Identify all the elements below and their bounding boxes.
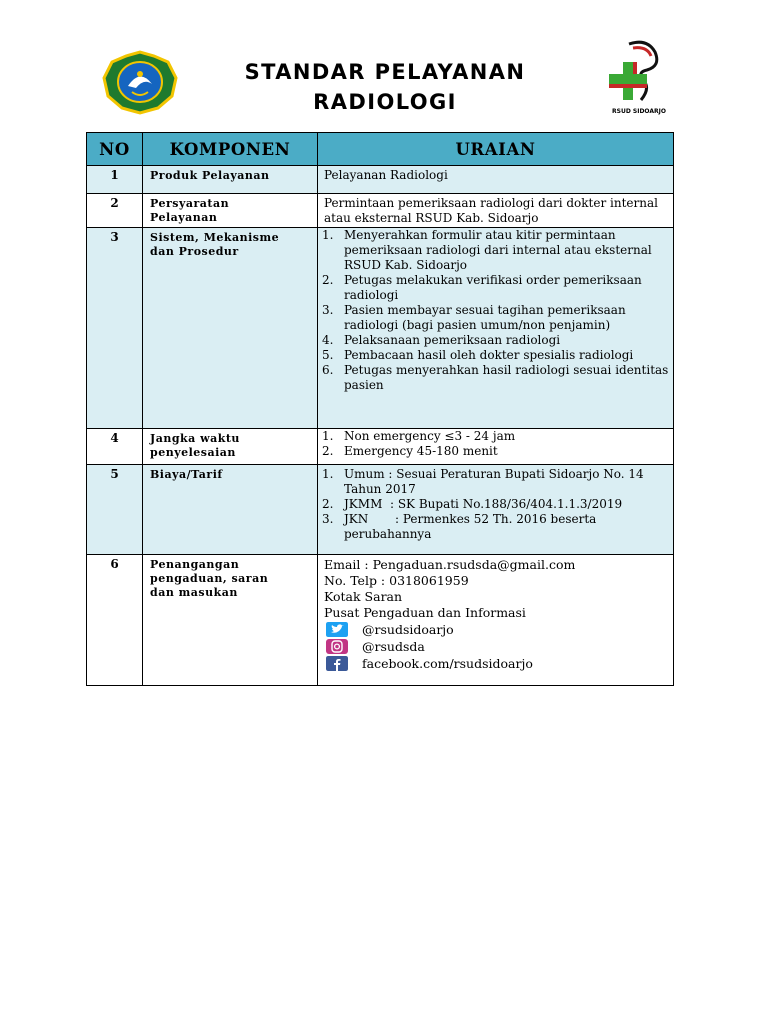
service-standard-table [86,132,674,686]
duration-list [318,429,673,459]
uraian-cell: Permintaan pemeriksaan radiologi dari dokter internal atau eksternal RSUD Kab. Sidoarjo [324,196,658,225]
phone-text: No. Telp : 0318061959 [324,573,469,588]
uraian-cell: Pelayanan Radiologi [324,168,448,182]
instagram-link[interactable] [324,638,669,655]
twitter-handle: @rsudsidoarjo [362,621,454,637]
row-number: 5 [110,467,119,481]
komponen-cell: Penangangan pengaduan, saran dan masukan [150,558,269,599]
list-item: 5. Pembacaan hasil oleh dokter spesialis radiologi [322,348,634,362]
komponen-cell: Biaya/Tarif [150,468,223,481]
table-row [87,465,674,555]
list-item: 1. Umum : Sesuai Peraturan Bupati Sidoarjo No. 14 Tahun 2017 [322,467,644,496]
row-number: 1 [110,168,119,182]
header-no: NO [87,133,143,166]
rsud-cross-snake-icon [603,40,675,106]
facebook-link[interactable] [324,655,669,672]
row-number: 6 [110,557,119,571]
komponen-cell: Jangka waktu penyelesaian [150,432,240,459]
info-center-text: Pusat Pengaduan dan Informasi [324,605,526,620]
row-number: 3 [110,230,119,244]
table-header-row [87,133,674,166]
row-number: 4 [110,431,119,445]
procedure-list [318,228,673,393]
header-komponen: KOMPONEN [143,133,318,166]
logo-caption: RSUD SIDOARJO [612,108,666,115]
rsud-sidoarjo-logo [603,40,675,118]
row-number: 2 [110,196,119,210]
suggestion-box-text: Kotak Saran [324,589,403,604]
komponen-cell: Persyaratan Pelayanan [150,197,230,224]
list-item: 1. Menyerahkan formulir atau kitir permintaan pemeriksaan radiologi dari internal atau eksternal RSUD Kab. Sidoarjo [322,228,652,272]
list-item: 4. Pelaksanaan pemeriksaan radiologi [322,333,561,347]
title-line-1: STANDAR PELAYANAN [244,60,526,84]
komponen-cell: Sistem, Mekanisme dan Prosedur [150,231,280,258]
page-title [190,57,580,117]
list-item: 3. JKN : Permenkes 52 Th. 2016 beserta perubahannya [322,512,601,541]
instagram-handle: @rsudsda [362,638,425,654]
sidoarjo-emblem-logo [98,48,182,116]
list-item: 2. Emergency 45-180 menit [322,444,498,458]
tariff-list [318,465,673,542]
header-uraian: URAIAN [318,133,674,166]
table-row [87,429,674,465]
title-line-2: RADIOLOGI [313,90,457,114]
table-row [87,228,674,429]
table-row [87,194,674,228]
instagram-icon [326,639,348,654]
facebook-icon [326,656,348,671]
email-text: Email : Pengaduan.rsudsda@gmail.com [324,557,576,572]
contact-block [318,555,673,672]
facebook-url: facebook.com/rsudsidoarjo [362,655,533,671]
list-item: 6. Petugas menyerahkan hasil radiologi sesuai identitas pasien [322,363,669,392]
table-row [87,166,674,194]
list-item: 2. Petugas melakukan verifikasi order pemeriksaan radiologi [322,273,642,302]
twitter-link[interactable] [324,621,669,638]
list-item: 1. Non emergency ≤3 - 24 jam [322,429,516,443]
table-row [87,555,674,686]
list-item: 3. Pasien membayar sesuai tagihan pemeriksaan radiologi (bagi pasien umum/non penjamin) [322,303,626,332]
list-item: 2. JKMM : SK Bupati No.188/36/404.1.1.3/2019 [322,497,623,511]
twitter-icon [326,622,348,637]
komponen-cell: Produk Pelayanan [150,169,270,182]
